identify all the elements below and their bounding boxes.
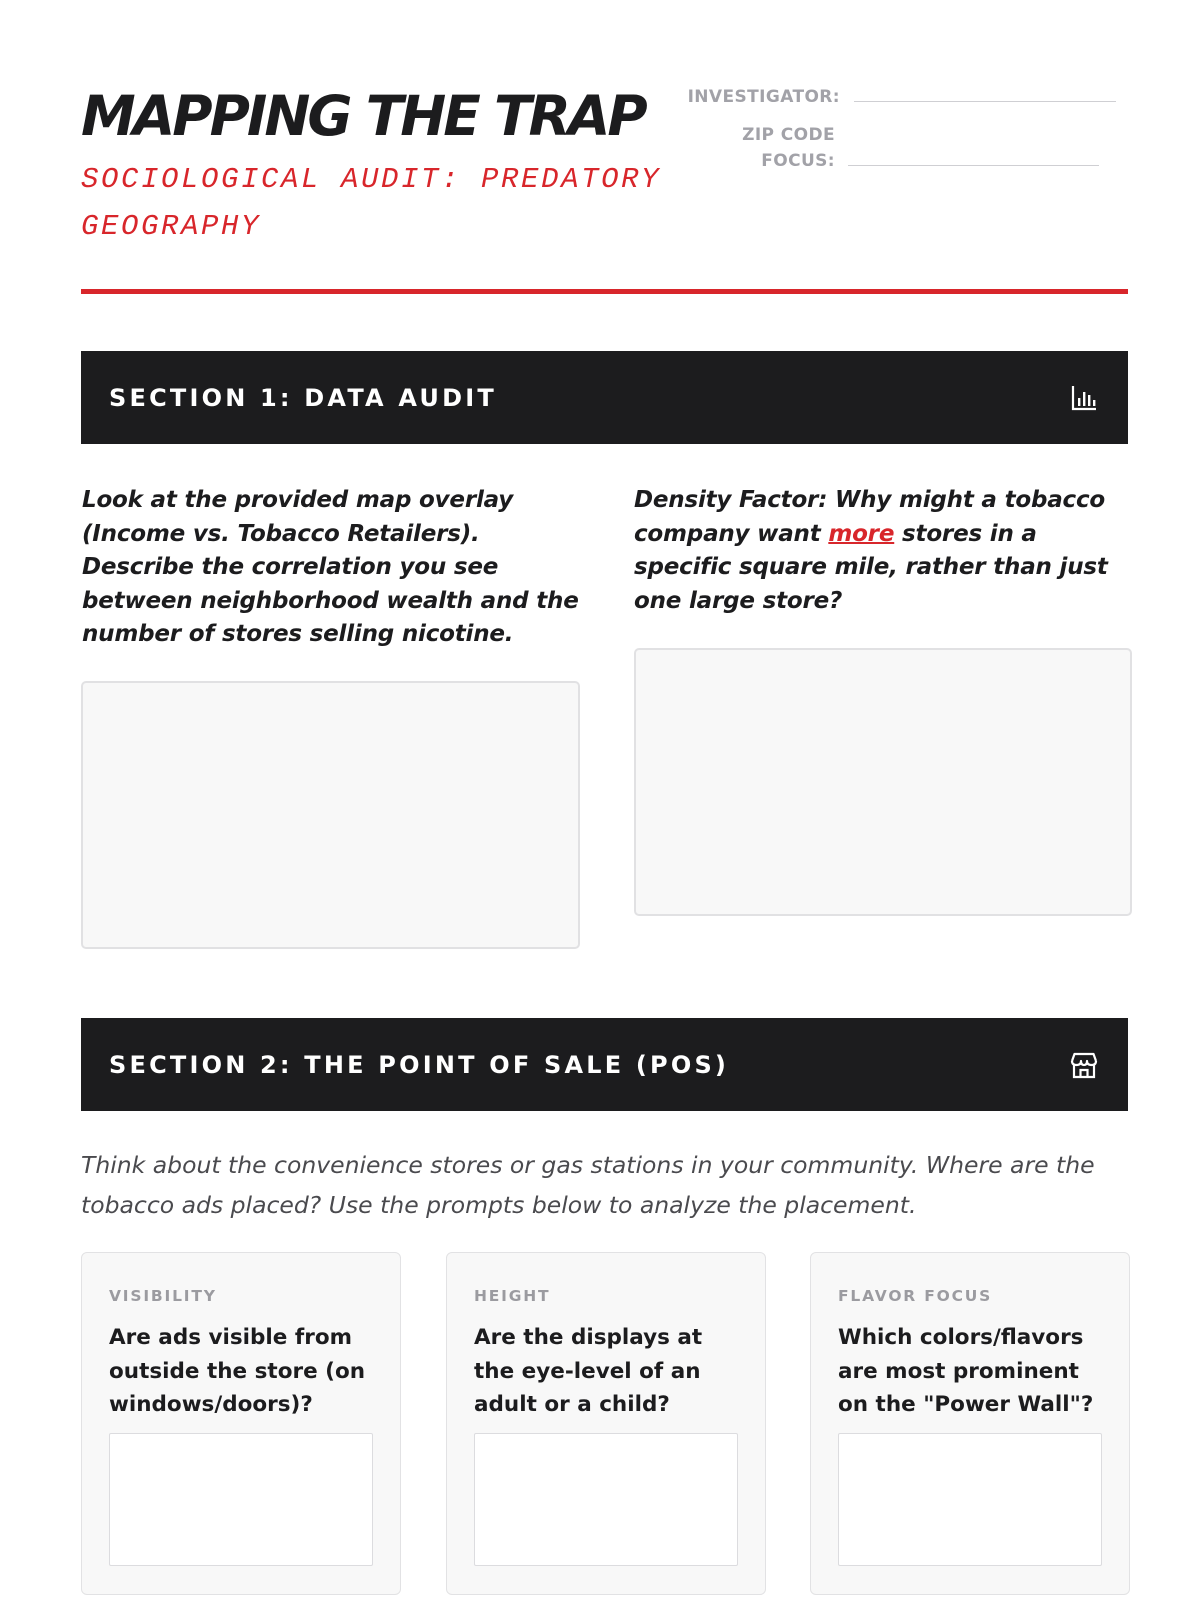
investigator-row [675, 84, 1116, 110]
visibility-answer-box[interactable] [109, 1433, 373, 1566]
density-question [634, 484, 1128, 618]
section-1-title: SECTION 1: DATA AUDIT [109, 383, 497, 412]
height-question: Are the displays at the eye-level of an adult or a child? [474, 1325, 703, 1417]
page-subtitle [81, 156, 721, 250]
zip-code-field[interactable] [848, 165, 1099, 166]
visibility-question: Are ads visible from outside the store (on windows/doors)? [109, 1325, 366, 1417]
worksheet-header [81, 78, 1128, 298]
subtitle-line-2: GEOGRAPHY [81, 210, 262, 243]
page-title: MAPPING THE TRAP [81, 84, 645, 148]
flavor-focus-question: Which colors/flavors are most prominent on the "Power Wall"? [838, 1325, 1094, 1417]
investigator-label: INVESTIGATOR: [687, 87, 840, 107]
zip-code-label [693, 122, 835, 174]
density-emphasis: more [828, 520, 895, 547]
section-2-intro: Think about the convenience stores or gas stations in your community. Where are the tobacco ads placed? Use the prompts below to analyze the placement. [81, 1151, 1095, 1219]
density-answer-box[interactable] [634, 648, 1132, 916]
storefront-icon [1068, 1049, 1100, 1081]
visibility-card [81, 1252, 401, 1595]
visibility-label: VISIBILITY [109, 1287, 217, 1305]
correlation-question: Look at the provided map overlay (Income vs. Tobacco Retailers). Describe the correlation you see between neighborhood wealth and the number of stores selling nicotine. [82, 487, 579, 647]
flavor-focus-label: FLAVOR FOCUS [838, 1287, 993, 1305]
zip-code-label-line-1: ZIP CODE [742, 125, 835, 145]
bar-chart-icon [1068, 382, 1100, 414]
density-question-text-end: stores in a specific square mile, rather than just one large store? [634, 520, 1108, 614]
header-divider [81, 289, 1128, 294]
zip-code-label-line-2: FOCUS: [761, 151, 835, 171]
height-label: HEIGHT [474, 1287, 551, 1305]
zip-code-row [693, 122, 1099, 174]
flavor-focus-answer-box[interactable] [838, 1433, 1102, 1566]
density-question-text: Density Factor: Why might a tobacco company want [634, 487, 1106, 547]
section-2-header [81, 1018, 1128, 1111]
section-2-title: SECTION 2: THE POINT OF SALE (POS) [109, 1050, 730, 1079]
subtitle-line-1: SOCIOLOGICAL AUDIT: PREDATORY [81, 163, 662, 196]
investigator-info [687, 84, 1128, 184]
flavor-focus-card [810, 1252, 1130, 1595]
correlation-answer-box[interactable] [81, 681, 580, 949]
section-1-header [81, 351, 1128, 444]
height-answer-box[interactable] [474, 1433, 738, 1566]
investigator-field[interactable] [854, 101, 1116, 102]
height-card [446, 1252, 766, 1595]
